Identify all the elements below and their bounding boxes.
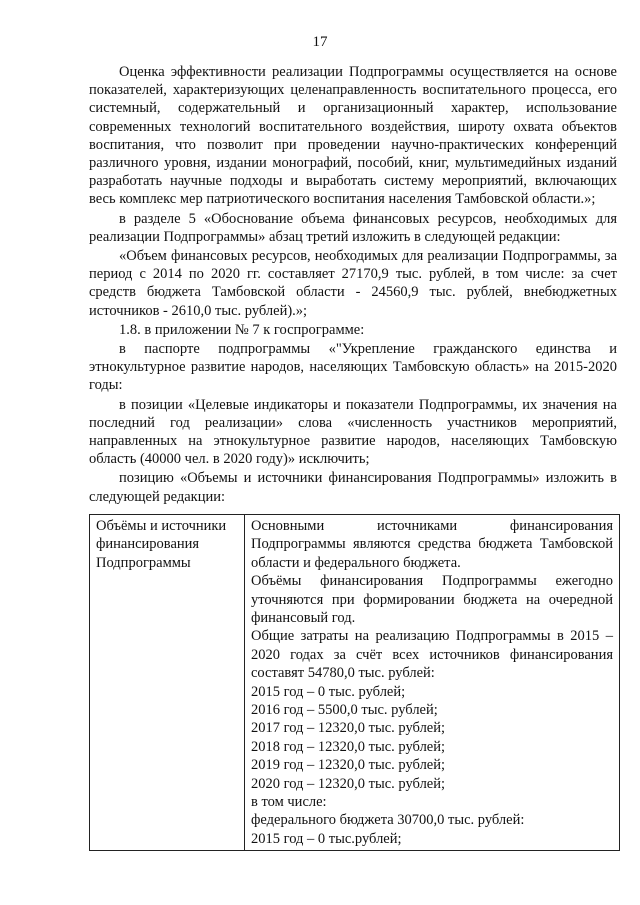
paragraph-section-5: в разделе 5 «Обоснование объема финансовых ресурсов, необходимых для реализации Подпрограммы» абзац третий изложить в следующей редакции: [89, 210, 617, 245]
table-label-cell: Объёмы и источники финансирования Подпрограммы [90, 514, 245, 850]
value-line: 2018 год – 12320,0 тыс. рублей; [251, 738, 446, 755]
value-line: 2015 год – 0 тыс.рублей; [251, 830, 402, 847]
document-body [89, 63, 617, 851]
value-line: Основными источниками финансирования Подпрограммы являются средства бюджета Тамбовской области и федерального бюджета. [251, 517, 613, 571]
value-line: Объёмы финансирования Подпрограммы ежегодно уточняются при формировании бюджета на очередной финансовый год. [251, 573, 613, 626]
value-line: 2016 год – 5500,0 тыс. рублей; [251, 701, 438, 718]
value-line: 2015 год – 0 тыс. рублей; [251, 683, 406, 700]
paragraph-indicators: в позиции «Целевые индикаторы и показатели Подпрограммы, их значения на последний год реализации» слова «численность участников мероприятий, направленных на этнокультурное развитие народов, населяющих Тамбовскую область (40000 чел. в 2020 году)» исключить; [89, 396, 617, 468]
value-line: в том числе: [251, 793, 327, 810]
funding-table [89, 514, 620, 851]
paragraph-position-funding: позицию «Объемы и источники финансирования Подпрограммы» изложить в следующей редакции: [89, 470, 617, 505]
value-line: 2017 год – 12320,0 тыс. рублей; [251, 720, 446, 737]
page-number: 17 [312, 34, 328, 50]
table-value-cell [245, 514, 620, 850]
paragraph-funding-volume: «Объем финансовых ресурсов, необходимых для реализации Подпрограммы, за период с 2014 по 2020 гг. составляет 27170,9 тыс. рублей, в том числе: за счет средств бюджета Тамбовской области - 24560,9 тыс. рублей, внебюджетных источников - 2610,0 тыс. рублей).»; [89, 248, 617, 319]
paragraph-appendix-7: 1.8. в приложении № 7 к госпрограмме: [119, 321, 365, 338]
table-row [90, 514, 620, 850]
value-line: 2020 год – 12320,0 тыс. рублей; [251, 775, 446, 792]
value-line: Общие затраты на реализацию Подпрограммы в 2015 – 2020 годах за счёт всех источников финансирования составят 54780,0 тыс. рублей: [251, 628, 613, 682]
value-line: федерального бюджета 30700,0 тыс. рублей: [251, 812, 525, 829]
paragraph-passport: в паспорте подпрограммы «"Укрепление гражданского единства и этнокультурное развитие народов, населяющих Тамбовскую область» на 2015-2020 годы: [89, 341, 617, 394]
value-line: 2019 год – 12320,0 тыс. рублей; [251, 757, 446, 774]
paragraph-evaluation: Оценка эффективности реализации Подпрограммы осуществляется на основе показателей, характеризующих целенаправленность воспитательного процесса, его системный, содержательный и организационный характер, использование современных технологий воспитательного воздействия, широту охвата объектов воспитания, что позволит при проведении научно-практических конференций различного уровня, издании монографий, пособий, книг, мультимедийных изданий разработать научные подходы и выработать систему мероприятий, включающих весь комплекс мер патриотического воспитания населения Тамбовской области.»; [89, 64, 617, 208]
